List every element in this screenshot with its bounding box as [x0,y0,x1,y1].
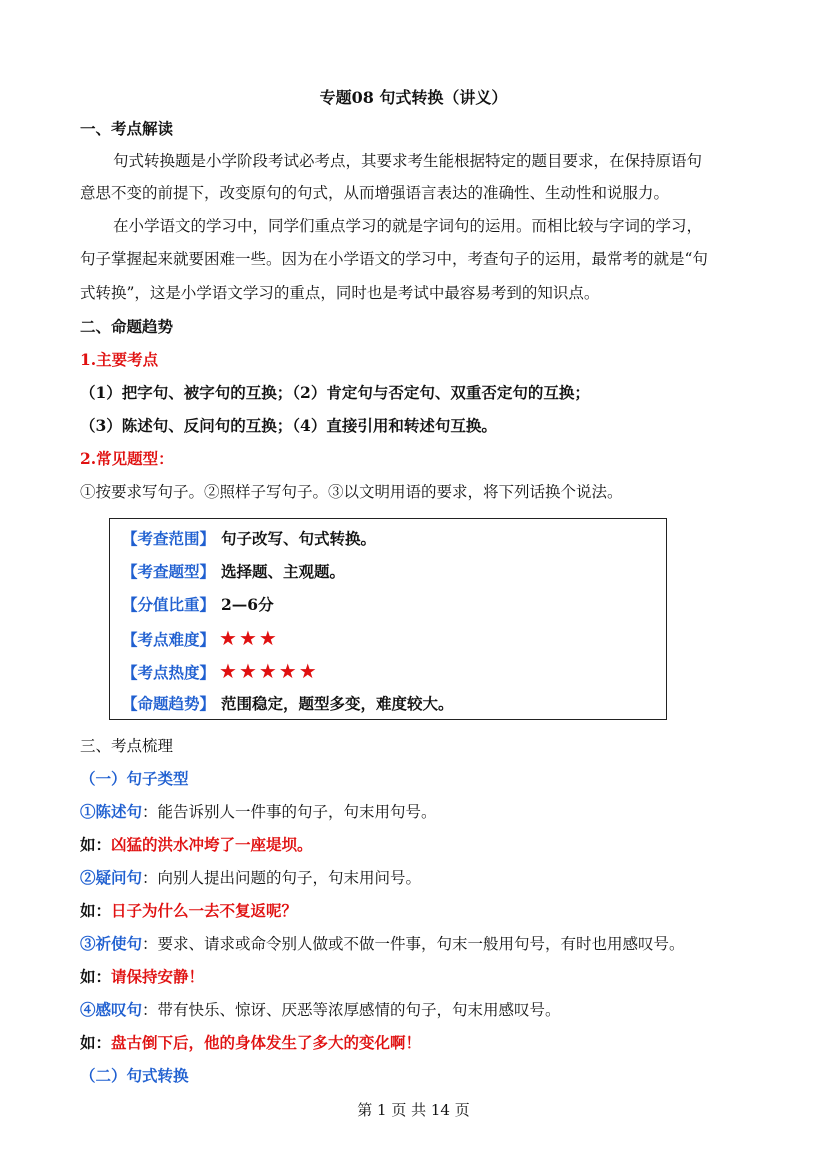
box-value: 2—6分 [221,595,274,614]
example-text: 请保持安静！ [111,967,205,986]
box-label: 【命题趋势】 [122,694,216,713]
main-points-line-2: （3）陈述句、反问句的互换；（4）直接引用和转述句互换。 [80,416,497,435]
box-row-difficulty [122,627,279,651]
box-label: 【考点难度】 [122,630,216,649]
example-text: 日子为什么一去不复返呢？ [111,901,298,920]
star-rating-icon: ★★★★★ [219,659,319,683]
subheading-sentence-conversion: （二）句式转换 [80,1066,189,1085]
example-exclamatory [80,1032,421,1054]
type-label: ③祈使句 [80,934,143,953]
box-value: 选择题、主观题。 [221,562,346,581]
type-label: ④感叹句 [80,1000,143,1019]
sentence-type-imperative [80,933,685,955]
example-prefix: 如： [80,967,112,986]
box-value: 句子改写、句式转换。 [221,529,377,548]
box-row-trend [122,693,454,715]
subheading-main-points: 1.主要考点 [80,350,159,369]
section-heading-1: 一、考点解读 [80,119,174,138]
type-desc: ：向别人提出问题的句子，句末用问号。 [142,869,422,887]
section-heading-3: 三、考点梳理 [80,737,174,755]
example-prefix: 如： [80,835,112,854]
type-desc: ：带有快乐、惊讶、厌恶等浓厚感情的句子，句末用感叹号。 [142,1001,561,1019]
box-label: 【考点热度】 [122,663,216,682]
box-row-popularity [122,660,319,684]
paragraph-1-line-2: 意思不变的前提下，改变原句的句式，从而增强语言表达的准确性、生动性和说服力。 [80,184,670,202]
example-imperative [80,966,204,988]
paragraph-1-line-1: 句式转换题是小学阶段考试必考点，其要求考生能根据特定的题目要求，在保持原语句 [113,152,703,170]
paragraph-2-line-3: 式转换”，这是小学语文学习的重点，同时也是考试中最容易考到的知识点。 [80,284,600,302]
sentence-type-exclamatory [80,999,561,1021]
type-desc: ：能告诉别人一件事的句子，句末用句号。 [142,803,437,821]
subheading-sentence-types: （一）句子类型 [80,769,189,788]
type-label: ①陈述句 [80,802,143,821]
example-interrogative [80,900,297,922]
type-label: ②疑问句 [80,868,143,887]
paragraph-2-line-2: 句子掌握起来就要困难一些。因为在小学语文的学习中，考查句子的运用，最常考的就是“句 [80,250,708,268]
box-value: 范围稳定，题型多变，难度较大。 [221,694,454,713]
section-heading-2: 二、命题趋势 [80,317,174,336]
example-prefix: 如： [80,901,112,920]
page-footer: 第 1 页 共 14 页 [357,1101,470,1119]
main-points-line-1: （1）把字句、被字句的互换；（2）肯定句与否定句、双重否定句的互换； [80,383,590,402]
sentence-type-declarative [80,801,437,823]
example-declarative [80,834,313,856]
box-label: 【分值比重】 [122,595,216,614]
box-row-scope [122,528,376,550]
page-title: 专题08 句式转换（讲义） [319,88,508,107]
example-prefix: 如： [80,1033,112,1052]
star-rating-icon: ★★★ [219,626,279,650]
sentence-type-interrogative [80,867,421,889]
question-types-line: ①按要求写句子。②照样子写句子。③以文明用语的要求，将下列话换个说法。 [80,483,623,501]
box-row-type [122,561,345,583]
paragraph-2-line-1: 在小学语文的学习中，同学们重点学习的就是字词句的运用。而相比较与字词的学习， [113,217,703,235]
example-text: 盘古倒下后，他的身体发生了多大的变化啊！ [111,1033,422,1052]
subheading-question-types: 2.常见题型： [80,449,174,468]
box-label: 【考查范围】 [122,529,216,548]
box-row-score [122,594,274,616]
type-desc: ：要求、请求或命令别人做或不做一件事，句末一般用句号，有时也用感叹号。 [142,935,685,953]
box-label: 【考查题型】 [122,562,216,581]
summary-box [109,518,667,720]
example-text: 凶猛的洪水冲垮了一座堤坝。 [111,835,313,854]
